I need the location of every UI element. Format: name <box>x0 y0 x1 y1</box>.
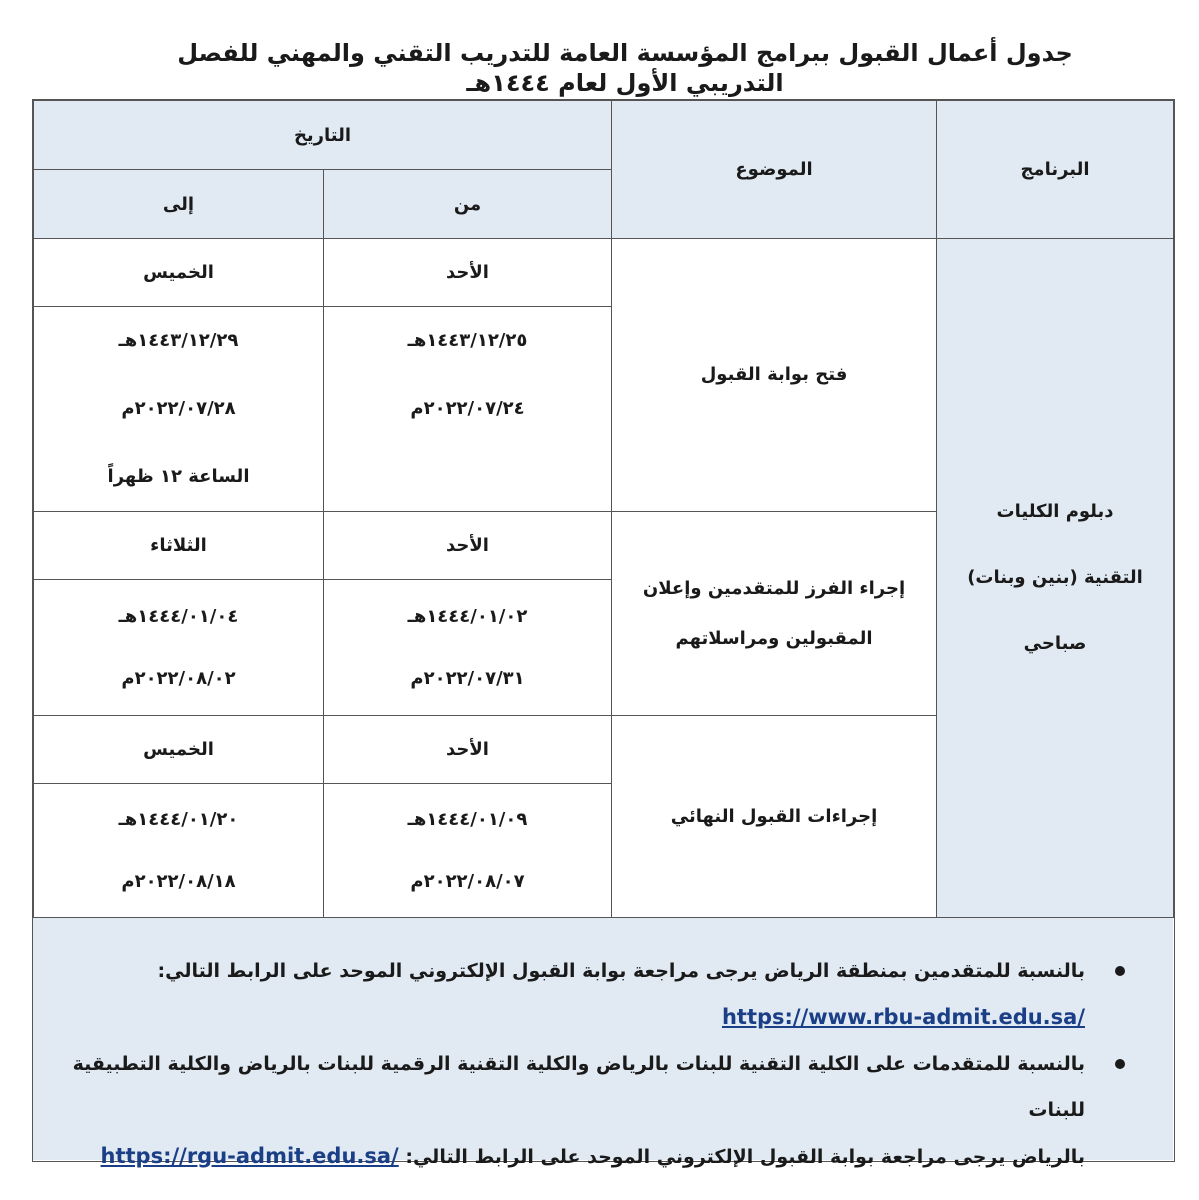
hijri-date: ١٤٤٣/١٢/٢٥هـ <box>407 330 528 351</box>
to-date-cell <box>34 784 324 918</box>
to-day-cell: الخميس <box>34 239 324 307</box>
note-text: بالنسبة للمتقدمات على الكلية التقنية للبنات بالرياض والكلية التقنية الرقمية للبنات بالرياض والكلية التطبيقية للبنات <box>72 1053 1085 1121</box>
gregorian-date: ٢٠٢٢/٠٨/٠٢م <box>121 667 236 689</box>
topic-text: إجراءات القبول النهائي <box>670 805 878 827</box>
note-item <box>63 1041 1133 1180</box>
from-date-cell <box>324 784 612 918</box>
from-day-cell: الأحد <box>324 716 612 784</box>
rgu-admit-link[interactable]: https://rgu-admit.edu.sa/ <box>100 1144 399 1168</box>
program-cell <box>937 239 1174 918</box>
topic-text: المقبولين ومراسلاتهم <box>675 627 873 649</box>
topic-text: فتح بوابة القبول <box>700 364 848 385</box>
header-date: التاريخ <box>34 101 612 170</box>
hijri-date: ١٤٤٤/٠١/٢٠هـ <box>118 808 239 830</box>
program-line: صباحي <box>1023 633 1087 654</box>
notes-list <box>33 918 1173 1180</box>
from-day-cell: الأحد <box>324 239 612 307</box>
gregorian-date: ٢٠٢٢/٠٨/١٨م <box>121 870 236 892</box>
admission-schedule-table <box>33 100 1174 918</box>
bullet-icon <box>1115 966 1125 976</box>
from-date-cell <box>324 580 612 716</box>
topic-cell <box>612 239 937 512</box>
hijri-date: ١٤٤٣/١٢/٢٩هـ <box>118 330 239 351</box>
from-day-cell: الأحد <box>324 512 612 580</box>
note-text: بالنسبة للمتقدمين بمنطقة الرياض يرجى مراجعة بوابة القبول الإلكتروني الموحد على الرابط التالي: <box>157 960 1085 982</box>
to-date-cell <box>34 307 324 512</box>
topic-cell <box>612 512 937 716</box>
gregorian-date: ٢٠٢٢/٠٧/٣١م <box>410 667 525 689</box>
to-day-cell: الخميس <box>34 716 324 784</box>
note-item <box>63 948 1133 1041</box>
notes-section <box>33 918 1173 1168</box>
note-text: بالرياض يرجى مراجعة بوابة القبول الإلكتروني الموحد على الرابط التالي: <box>405 1146 1085 1168</box>
to-date-cell <box>34 580 324 716</box>
gregorian-date: ٢٠٢٢/٠٧/٢٨م <box>121 398 236 419</box>
header-from: من <box>324 170 612 239</box>
page-title: جدول أعمال القبول ببرامج المؤسسة العامة للتدريب التقني والمهني للفصل التدريبي الأول لعام ١٤٤٤هـ <box>177 39 1073 97</box>
gregorian-date: ٢٠٢٢/٠٨/٠٧م <box>410 870 525 892</box>
topic-cell <box>612 716 937 918</box>
program-line: دبلوم الكليات <box>996 501 1114 522</box>
rbu-admit-link[interactable]: https://www.rbu-admit.edu.sa/ <box>721 1005 1085 1029</box>
from-date-cell <box>324 307 612 512</box>
program-line: التقنية (بنين وبنات) <box>967 567 1143 588</box>
header-program: البرنامج <box>937 101 1174 239</box>
bullet-icon <box>1115 1059 1125 1069</box>
hijri-date: ١٤٤٤/٠١/٠٤هـ <box>118 605 239 627</box>
time-note: الساعة ١٢ ظهراً <box>107 466 250 487</box>
to-day-cell: الثلاثاء <box>34 512 324 580</box>
topic-text: إجراء الفرز للمتقدمين وإعلان <box>642 577 906 599</box>
header-to: إلى <box>34 170 324 239</box>
hijri-date: ١٤٤٤/٠١/٠٢هـ <box>407 605 528 627</box>
gregorian-date: ٢٠٢٢/٠٧/٢٤م <box>410 398 525 419</box>
header-topic: الموضوع <box>612 101 937 239</box>
hijri-date: ١٤٤٤/٠١/٠٩هـ <box>407 808 528 830</box>
schedule-document <box>32 99 1175 1168</box>
